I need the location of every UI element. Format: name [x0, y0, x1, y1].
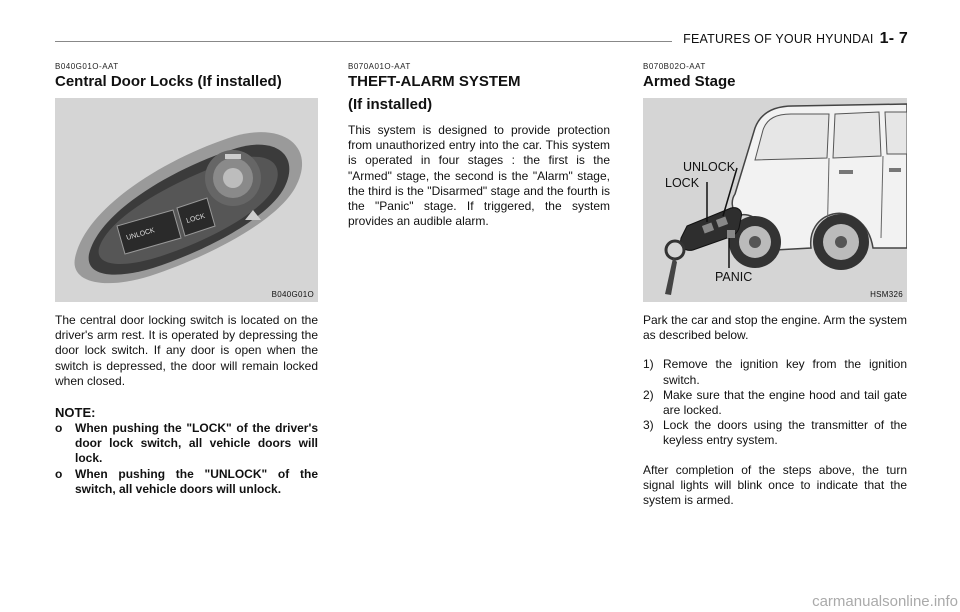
page-header: [683, 30, 908, 48]
note-title: NOTE:: [55, 405, 96, 421]
note-item: o When pushing the "LOCK" of the driver's door lock switch, all vehicle doors will lock.: [55, 421, 318, 466]
header-title: FEATURES OF YOUR HYUNDAI: [683, 32, 874, 46]
unlock-label: UNLOCK: [683, 160, 736, 174]
section-code: B070B02O-AAT: [643, 62, 706, 71]
theft-alarm-paragraph: This system is designed to provide protection from unauthorized entry into the car. This system is operated in four stages : the first is the "Armed" stage, the second is the "Alarm" stage, the third is the "Disarmed" stage and the fourth is the "Panic" stage. If triggered, the system provides an audible alarm.: [348, 123, 610, 229]
section-heading: THEFT-ALARM SYSTEM: [348, 73, 521, 90]
section-heading: Armed Stage: [643, 73, 736, 90]
section-heading: Central Door Locks (If installed): [55, 73, 282, 90]
armed-stage-figure: [643, 98, 907, 302]
page-number: 1- 7: [879, 30, 908, 47]
watermark: carmanualsonline.info: [812, 593, 958, 610]
note-list: [55, 421, 318, 497]
central-door-locks-section: [55, 62, 318, 497]
lock-button-label: LOCK: [185, 212, 206, 225]
panic-label: PANIC: [715, 270, 753, 284]
door-lock-switch-figure: [55, 98, 318, 302]
armed-result-paragraph: After completion of the steps above, the turn signal lights will blink once to indicate that the system is armed.: [643, 462, 907, 508]
armed-intro-paragraph: Park the car and stop the engine. Arm the system as described below.: [643, 313, 907, 343]
section-subheading: (If installed): [348, 96, 433, 113]
section-code: B040G01O-AAT: [55, 62, 119, 71]
header-rule: [55, 41, 672, 42]
unlock-button-label: UNLOCK: [125, 227, 156, 242]
figure-code: HSM326: [870, 290, 903, 299]
step-item: 1) Remove the ignition key from the ignition switch.: [643, 357, 907, 387]
note-item: o When pushing the "UNLOCK" of the switch, all vehicle doors will unlock.: [55, 466, 318, 496]
door-lock-paragraph: The central door locking switch is located on the driver's arm rest. It is operated by depressing the door lock switch. If any door is open when the switch is depressed, the door will remain locked when closed.: [55, 313, 318, 388]
step-item: 3) Lock the doors using the transmitter of the keyless entry system.: [643, 418, 907, 448]
armed-stage-section: [643, 62, 907, 508]
theft-alarm-section: [348, 62, 610, 229]
step-item: 2) Make sure that the engine hood and tail gate are locked.: [643, 387, 907, 418]
lock-label: LOCK: [665, 176, 700, 190]
arming-steps: [643, 357, 907, 448]
door-lock-switch-illustration: [55, 98, 318, 302]
figure-code: B040G01O: [271, 290, 314, 299]
car-and-transmitter-illustration: [643, 98, 907, 302]
section-code: B070A01O-AAT: [348, 62, 411, 71]
